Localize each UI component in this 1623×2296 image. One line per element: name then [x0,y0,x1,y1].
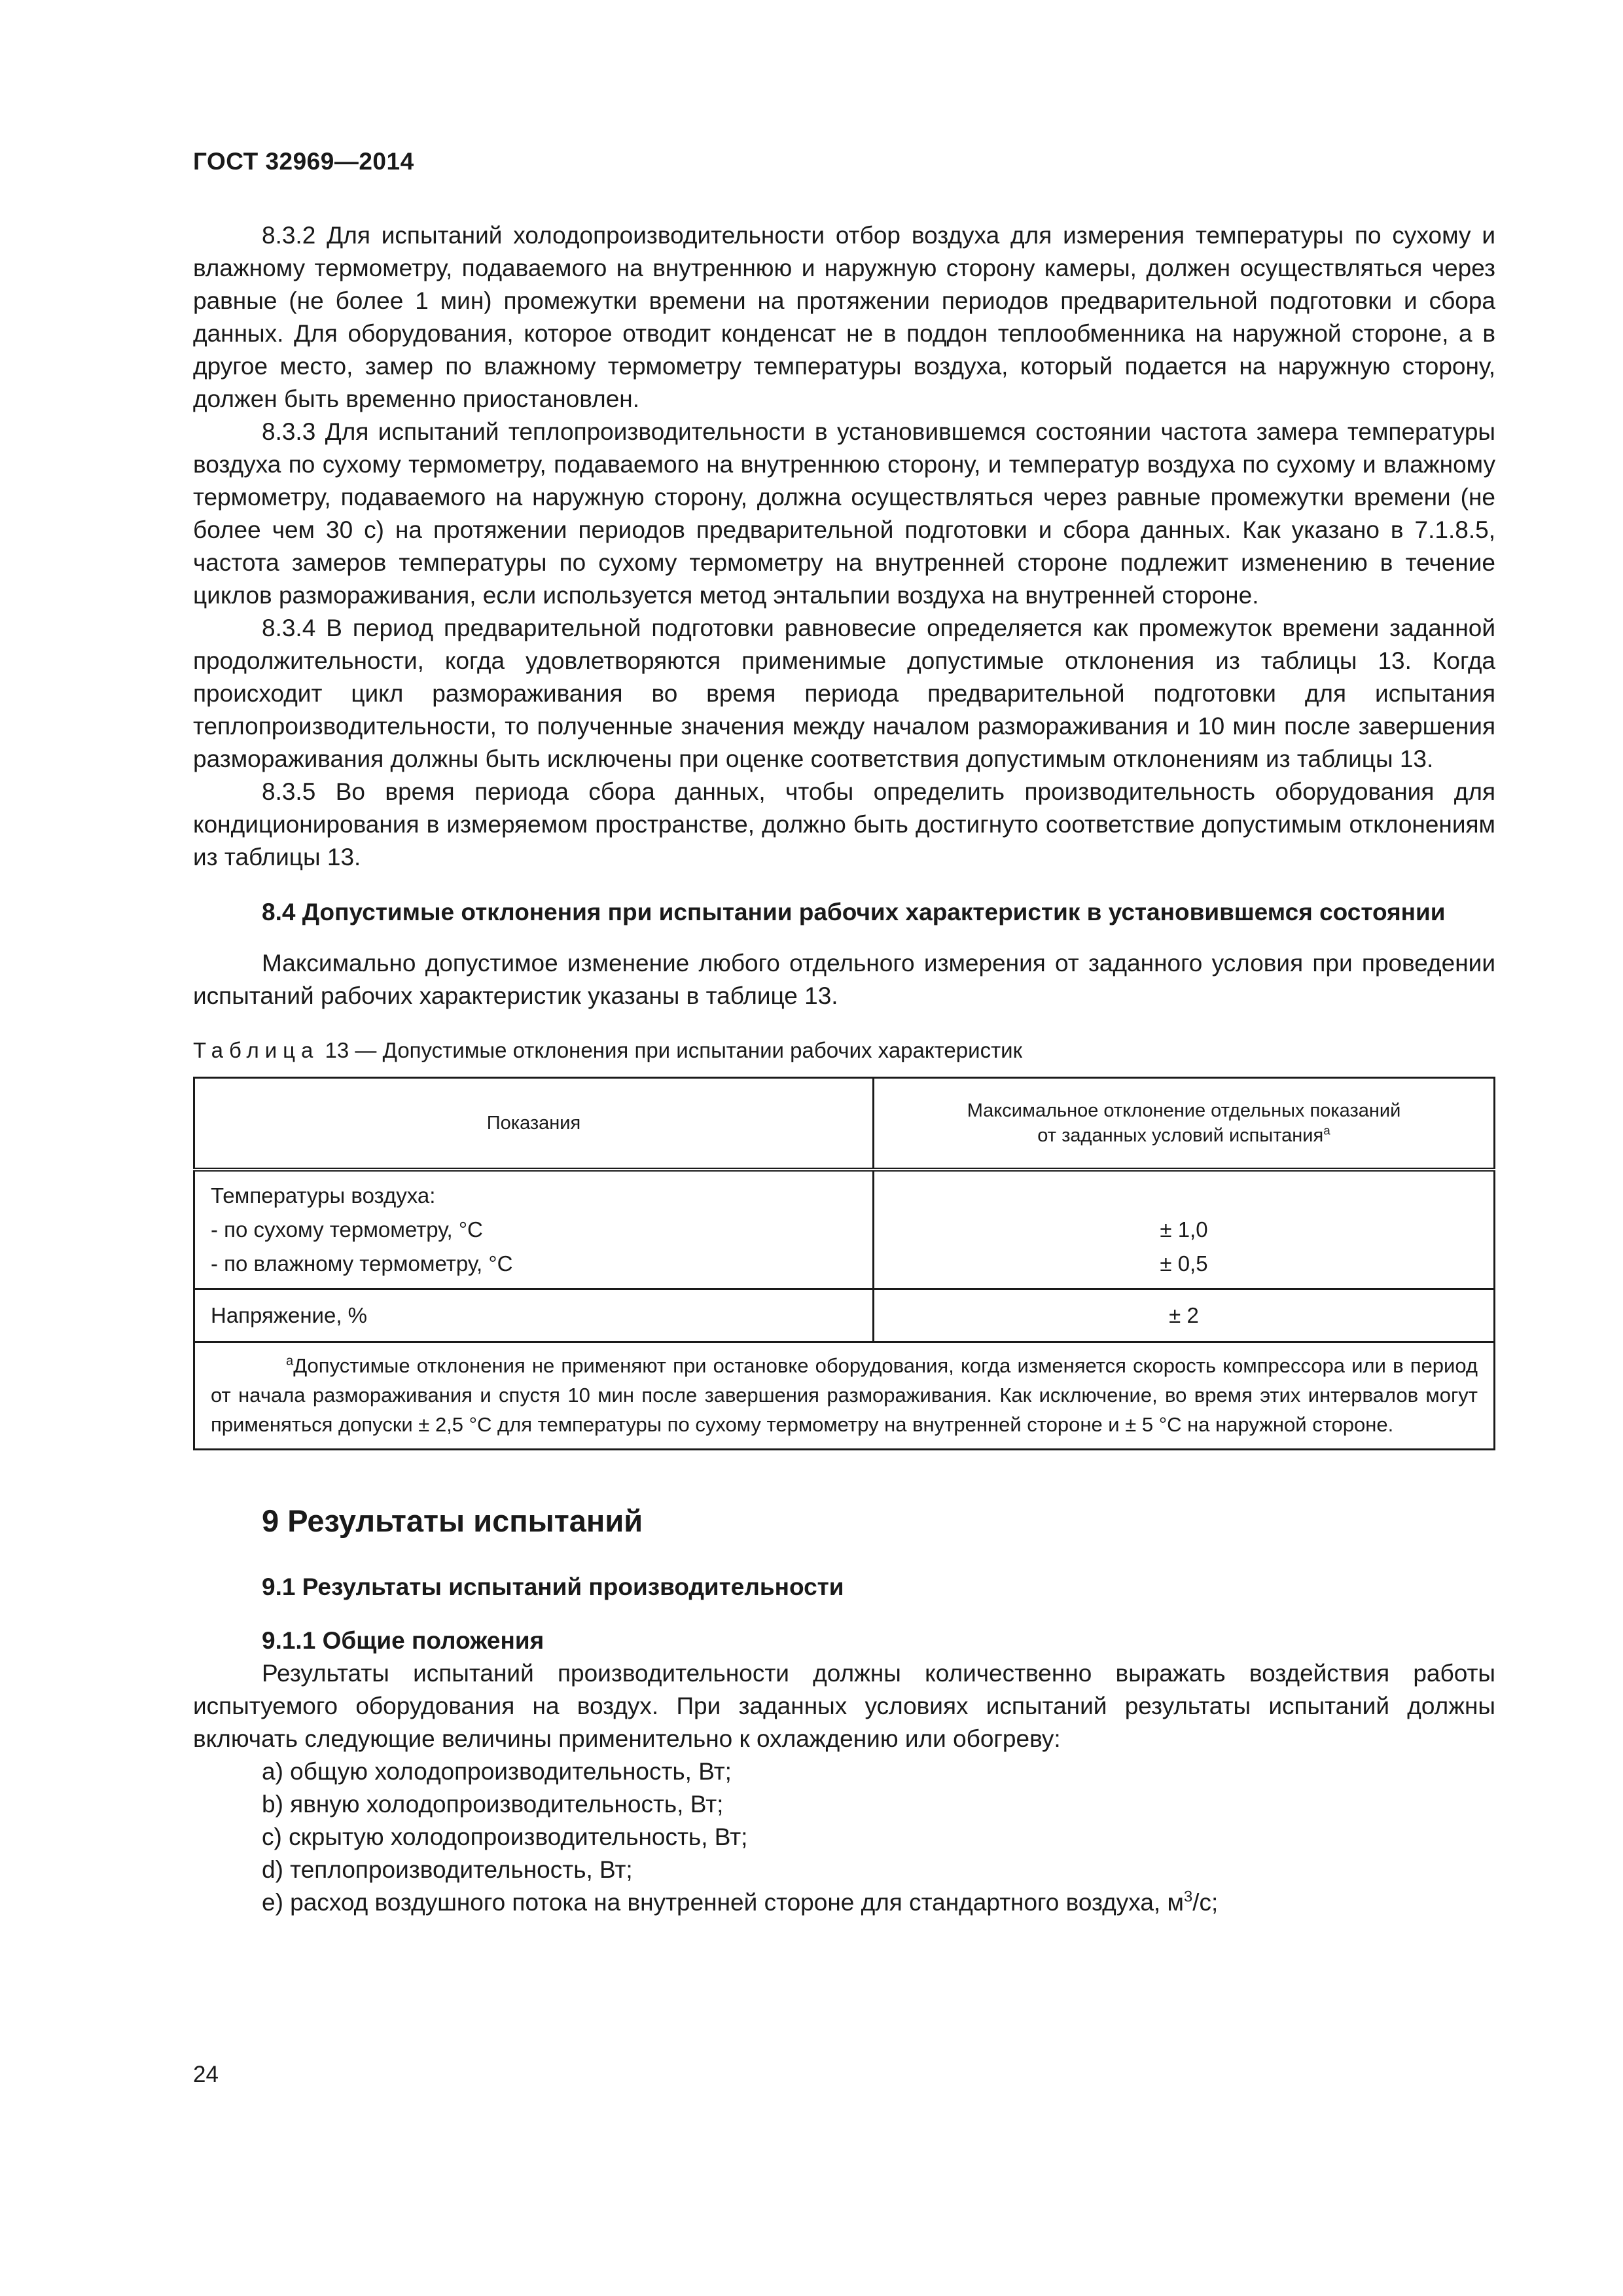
cell-temperature-labels [194,1170,874,1289]
header-max-deviation-line2: от заданных условий испытания [1037,1125,1324,1146]
list-item-tail: /с; [1192,1889,1219,1916]
paragraph-8-3-2: 8.3.2 Для испытаний холодопроизводительности отбор воздуха для измерения температуры по сухому и влажному термометру, подаваемого на внутреннюю и наружную сторону камеры, должен осуществляться через равные (не более 1 мин) промежутки времени на протяжении периодов предварительной подготовки и сбора данных. Для оборудования, которое отводит конденсат не в поддон теплообменника на наружной стороне, а в другое место, замер по влажному термометру температуры воздуха, который подается на наружную сторону, должен быть временно приостановлен. [193,222,1495,412]
header-max-deviation [874,1078,1495,1170]
table-13 [193,1077,1495,1450]
list-item: b) явную холодопроизводительность, Вт; [262,1791,724,1818]
paragraph-8-3-4: 8.3.4 В период предварительной подготовки равновесие определяется как промежуток времени заданной продолжительности, когда удовлетворяются применимые допустимые отклонения из таблицы 13. Когда происходит цикл размораживания во время периода предварительной подготовки для испытания теплопроизводительности, то полученные значения между началом размораживания и 10 мин после завершения размораживания должны быть исключены при оценке соответствия допустимым отклонениям из таблицы 13. [193,615,1495,772]
table-row-voltage [194,1289,1495,1342]
table-caption-word: Таблица [193,1038,319,1062]
voltage-label: Напряжение, % [194,1289,874,1342]
list-item: d) теплопроизводительность, Вт; [262,1856,633,1883]
heading-9-1: 9.1 Результаты испытаний производительности [262,1573,844,1600]
table-caption-title: 13 — Допустимые отклонения при испытании рабочих характеристик [319,1038,1023,1062]
header-footnote-mark: a [1323,1123,1330,1138]
list-item-text: e) расход воздушного потока на внутренней стороне для стандартного воздуха, м [262,1889,1184,1916]
results-list [193,1755,1495,1919]
document-code-header: ГОСТ 32969—2014 [193,148,414,175]
header-max-deviation-line1: Максимальное отклонение отдельных показаний [967,1100,1401,1121]
paragraph-9-1-1: Результаты испытаний производительности должны количественно выражать воздействия работы испытуемого оборудования на воздух. При заданных условиях испытаний результаты испытаний должны включать следующие величины применительно к охлаждению или обогреву: [193,1660,1495,1752]
page-content [193,219,1495,1919]
unit-exponent: 3 [1183,1888,1193,1906]
list-item: a) общую холодопроизводительность, Вт; [262,1758,732,1785]
voltage-value: ± 2 [874,1289,1495,1342]
heading-9-1-1: 9.1.1 Общие положения [262,1627,544,1654]
heading-8-4: 8.4 Допустимые отклонения при испытании рабочих характеристик в установившемся состоянии [262,899,1446,925]
list-item: c) скрытую холодопроизводительность, Вт; [262,1823,748,1850]
paragraph-8-3-5: 8.3.5 Во время периода сбора данных, чтобы определить производительность оборудования для кондиционирования в измеряемом пространстве, должно быть достигнуто соответствие допустимым отклонениям из таблицы 13. [193,778,1495,870]
header-readings: Показания [194,1078,874,1170]
cell-temperature-values [874,1170,1495,1289]
wet-bulb-value: ± 0,5 [1160,1251,1208,1276]
table-footnote [194,1342,1495,1450]
footnote-text: Допустимые отклонения не применяют при остановке оборудования, когда изменяется скорость компрессора или в период от начала размораживания и спустя 10 мин после завершения размораживания. Как исключение, во время этих интервалов могут применяться допуски ± 2,5 °С для температуры по сухому термометру на внутренней стороне и ± 5 °С на наружной стороне. [211,1354,1478,1436]
table-header-row [194,1078,1495,1170]
dry-bulb-value: ± 1,0 [1160,1217,1208,1242]
paragraph-8-4: Максимально допустимое изменение любого отдельного измерения от заданного условия при проведении испытаний рабочих характеристик указаны в таблице 13. [193,950,1495,1009]
table-row-temperatures [194,1170,1495,1289]
list-item [193,1886,1495,1919]
paragraph-8-3-3: 8.3.3 Для испытаний теплопроизводительности в установившемся состоянии частота замера температуры воздуха по сухому термометру, подаваемого на внутреннюю сторону, и температур воздуха по сухому и влажному термометру, подаваемого на наружную сторону, должна осуществляться через равные промежутки времени (не более чем 30 с) на протяжении периодов предварительной подготовки и сбора данных. Как указано в 7.1.8.5, частота замеров температуры по сухому термометру на внутренней стороне подлежит изменению в течение циклов размораживания, если используется метод энтальпии воздуха на внутренней стороне. [193,418,1495,609]
wet-bulb-label: - по влажному термометру, °С [211,1251,513,1276]
heading-section-9: 9 Результаты испытаний [262,1503,643,1538]
table-13-caption [193,1036,1495,1065]
footnote-mark: a [286,1354,294,1369]
temperature-group-label: Температуры воздуха: [211,1183,436,1208]
page-number: 24 [193,2062,219,2087]
table-row-footnote [194,1342,1495,1450]
dry-bulb-label: - по сухому термометру, °С [211,1217,483,1242]
